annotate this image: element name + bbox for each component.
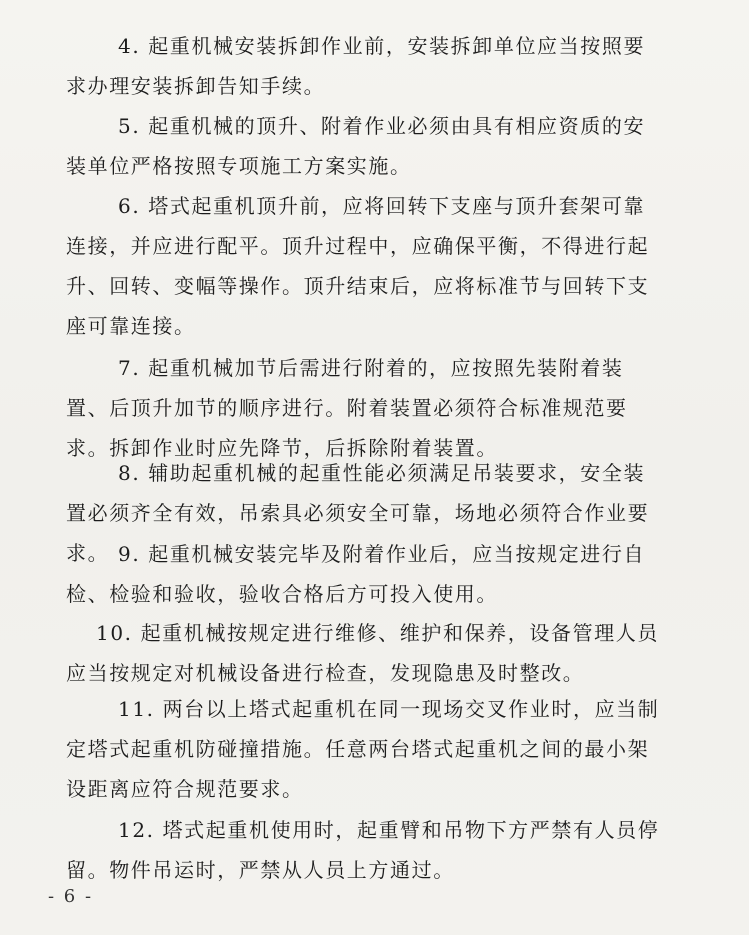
paragraph-item-10: 10. 起重机械按规定进行维修、维护和保养，设备管理人员应当按规定对机械设备进行检查，发现隐患及时整改。 — [66, 621, 659, 685]
paragraph-item-6: 6. 塔式起重机顶升前，应将回转下支座与顶升套架可靠连接，并应进行配平。顶升过程中，应确保平衡，不得进行起升、回转、变幅等操作。顶升结束后，应将标准节与回转下支座可靠连接。 — [66, 194, 650, 338]
paragraph-item-5: 5. 起重机械的顶升、附着作业必须由具有相应资质的安装单位严格按照专项施工方案实施。 — [66, 114, 646, 178]
paragraph-item-4: 4. 起重机械安装拆卸作业前，安装拆卸单位应当按照要求办理安装拆卸告知手续。 — [66, 34, 646, 98]
paragraph-item-7: 7. 起重机械加节后需进行附着的，应按照先装附着装置、后顶升加节的顺序进行。附着装置必须符合标准规范要求。拆卸作业时应先降节，后拆除附着装置。 — [66, 356, 628, 460]
paragraph-item-11: 11. 两台以上塔式起重机在同一现场交叉作业时，应当制定塔式起重机防碰撞措施。任意两台塔式起重机之间的最小架设距离应符合规范要求。 — [66, 697, 660, 801]
page-number: - 6 - — [48, 886, 94, 907]
paragraph-item-9: 9. 起重机械安装完毕及附着作业后，应当按规定进行自检、检验和验收，验收合格后方可投入使用。 — [66, 542, 646, 606]
paragraph-item-12: 12. 塔式起重机使用时，起重臂和吊物下方严禁有人员停留。物件吊运时，严禁从人员上方通过。 — [66, 818, 660, 882]
paragraph-item-8: 8. 辅助起重机械的起重性能必须满足吊装要求，安全装置必须齐全有效，吊索具必须安全可靠，场地必须符合作业要求。 — [66, 461, 650, 565]
